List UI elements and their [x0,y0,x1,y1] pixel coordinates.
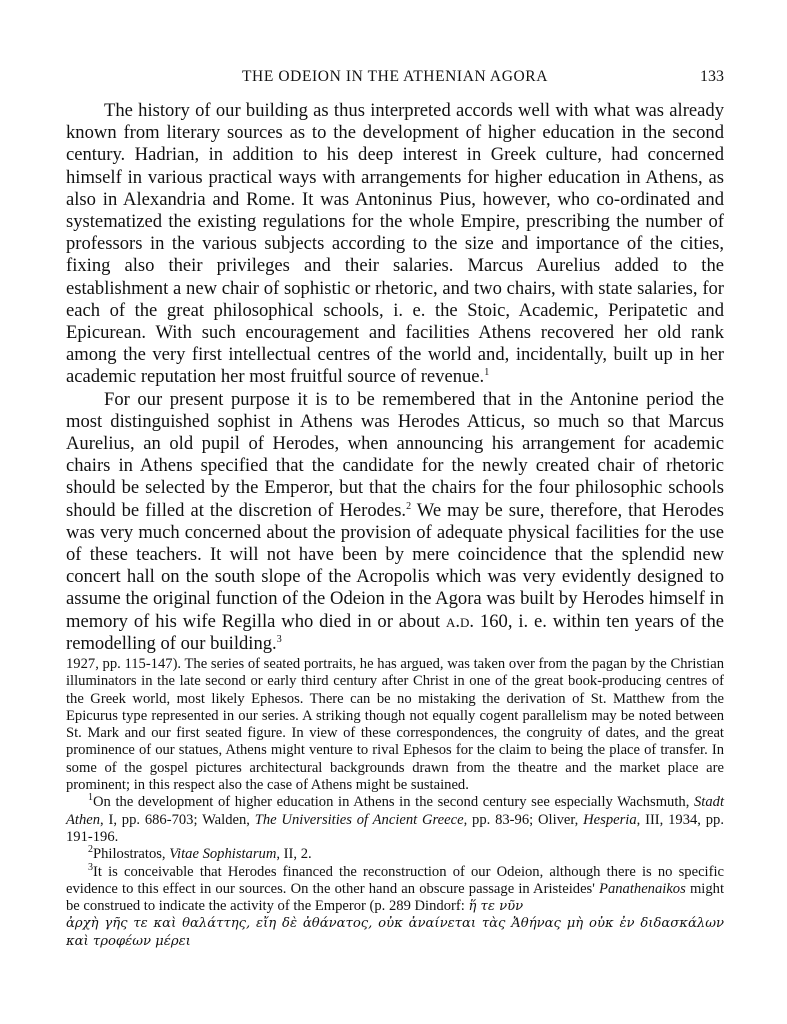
footnote-1-title-3: Hesperia [583,811,637,828]
footnote-ref-1: 1 [484,367,490,379]
footnote-2-title-1: Vitae Sophistarum [169,846,277,863]
footnote-1-title-1: Stadt Athen [66,794,724,828]
footnotes [66,656,724,950]
footnote-3-greek-a: ἥ τε νῦν [468,899,524,915]
footnote-3-title-1: Panathenaikos [599,880,686,897]
footnote-3-text-b: might be construed to indicate the activity of the Emperor (p. 289 Dindorf: [66,880,725,915]
footnote-2-text-a: Philostratos, [93,846,170,863]
paragraph-2-text-c: 160, i. e. within ten years of the remodelling of our building. [66,610,724,654]
running-head [66,66,724,90]
footnote-2-number: 2 [88,844,93,856]
footnote-ref-3: 3 [276,633,282,645]
footnote-1-number: 1 [88,792,93,804]
paragraph-2-text-a: For our present purpose it is to be remembered that in the Antonine period the most distinguished sophist in Athens was Herodes Atticus, so much so that Marcus Aurelius, an old pupil of Herodes, when announcing his arrangement for academic chairs in Athens specified that the candidate for the newly created chair of rhetoric should be selected by the Emperor, but that the chairs for the four philosophic schools should be filled at the discretion of Herodes. [66,388,724,521]
footnote-3 [66,861,725,916]
footnote-1-title-2: The Universities of Ancient Greece [254,811,464,828]
paragraph-1 [66,100,724,389]
footnote-ref-2: 2 [406,500,412,512]
footnote-3-text-a: It is conceivable that Herodes financed the reconstruction of our Odeion, although there is no specific evidence to this effect in our sources. On the other hand an obscure passage in Aristeides' [66,863,724,897]
footnote-2 [66,846,724,863]
running-title: THE ODEION IN THE ATHENIAN AGORA [241,68,549,85]
footnote-1-text-b: , I, pp. 686-703; Walden, [100,811,255,828]
footnote-3-number: 3 [88,861,93,873]
paragraph-2 [66,389,724,655]
footnote-continued: 1927, pp. 115-147). The series of seated portraits, he has argued, was taken over from the pagan by the Christian illuminators in the late second or early third century after Christ in one of the great book-producing centres of the Greek world, most likely Ephesos. There can be no mistaking the derivation of St. Matthew from the Epicurus type represented in our series. A striking though not equally cogent parallelism may be noted between St. Mark and our first seated figure. In view of these correspondences, the congruity of dates, and the great prominence of our statues, Athens might venture to rival Ephesos for the claim to being the place of transfer. In some of the gospel pictures architectural backgrounds drawn from the theatre and the market place are prominent; in this respect also the case of Athens might be sustained. [66,656,724,794]
main-text [66,100,724,655]
footnote-2-text-b: , II, 2. [276,846,312,863]
paragraph-2-text-b: We may be sure, therefore, that Herodes was very much concerned about the provision of adequate physical facilities for the use of these teachers. It will not have been by mere coincidence that the splendid new concert hall on the south slope of the Acropolis which was very evidently designed to assume the original function of the Odeion in the Agora was built by Herodes himself in memory of his wife Regilla who died in or about [66,499,724,632]
footnote-3-greek-line: ἀρχὴ γῆς τε καὶ θαλάττης, εἴη δὲ ἀθάνατος, οὐκ ἀναίνεται τὰς Ἀθήνας μὴ οὐκ ἐν διδασκάλων καὶ τροφέων μέρει [66,916,724,949]
footnote-1-text-d: , III, 1934, pp. 191-196. [66,811,724,845]
paragraph-1-text: The history of our building as thus interpreted accords well with what was already known from literary sources as to the development of higher education in the second century. Hadrian, in addition to his deep interest in Greek culture, had concerned himself in various practical ways with arrangements for higher education in Athens, as also in Alexandria and Rome. It was Antoninus Pius, however, who co-ordinated and systematized the existing regulations for the whole Empire, prescribing the number of professors in the various subjects according to the size and importance of the cities, fixing also their privileges and their salaries. Marcus Aurelius added to the establishment a new chair of sophistic or rhetoric, and two chairs, with state salaries, for each of the great philosophical schools, i. e. the Stoic, Academic, Peripatetic and Epicurean. With such encouragement and facilities Athens recovered her old rank among the very first intellectual centres of the world and, incidentally, built up in her academic reputation her most fruitful source of revenue. [66,100,724,388]
footnote-1-text-a: On the development of higher education in Athens in the second century see especially Wachsmuth, [93,794,694,811]
footnote-1-text-c: , pp. 83-96; Oliver, [463,811,584,828]
page-number: 133 [700,68,724,85]
footnote-1 [66,794,724,846]
era-abbreviation: a.d. [445,610,475,632]
